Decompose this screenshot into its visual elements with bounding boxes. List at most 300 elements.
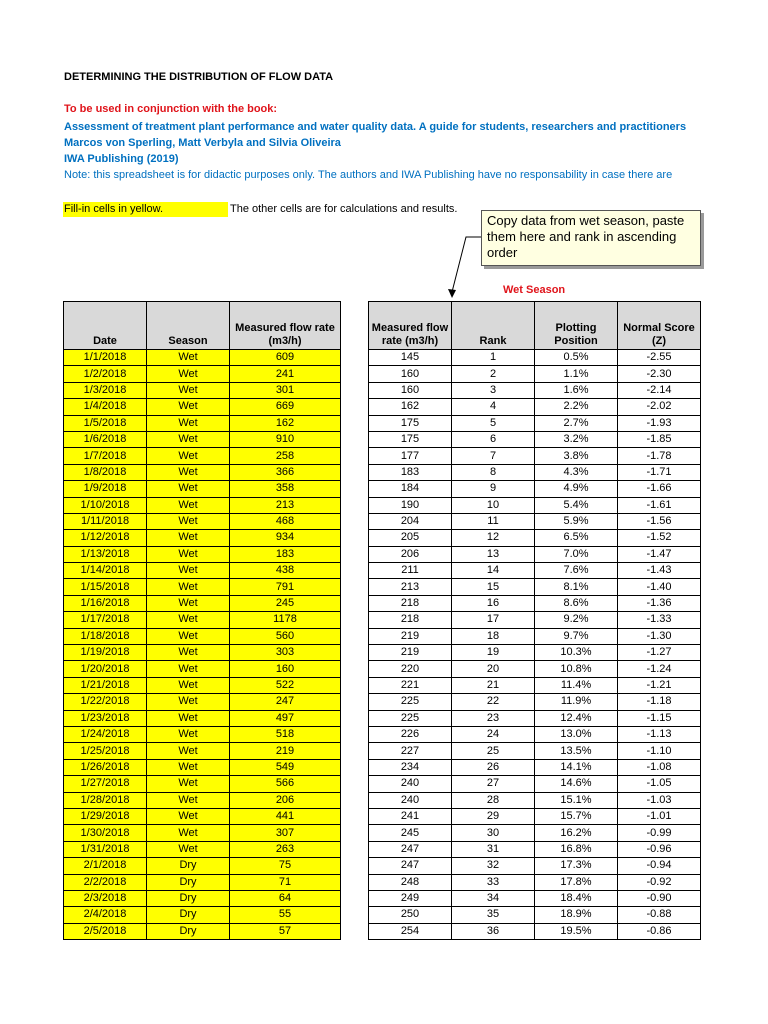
cell-season[interactable]: Dry bbox=[147, 874, 230, 890]
cell-rank[interactable]: 10 bbox=[452, 497, 535, 513]
cell-plotting-position[interactable]: 1.6% bbox=[535, 382, 618, 398]
cell-season[interactable]: Wet bbox=[147, 759, 230, 775]
cell-date[interactable]: 1/17/2018 bbox=[64, 612, 147, 628]
header-rank: Rank bbox=[452, 302, 535, 350]
cell-plotting-position[interactable]: 7.0% bbox=[535, 546, 618, 562]
cell-sorted-flow[interactable]: 219 bbox=[369, 645, 452, 661]
cell-plotting-position[interactable]: 10.8% bbox=[535, 661, 618, 677]
cell-season[interactable]: Wet bbox=[147, 612, 230, 628]
cell-plotting-position[interactable]: 7.6% bbox=[535, 563, 618, 579]
cell-sorted-flow[interactable]: 183 bbox=[369, 464, 452, 480]
cell-plotting-position[interactable]: 15.7% bbox=[535, 808, 618, 824]
cell-normal-score[interactable]: -0.96 bbox=[618, 841, 701, 857]
cell-sorted-flow[interactable]: 220 bbox=[369, 661, 452, 677]
cell-rank[interactable]: 6 bbox=[452, 431, 535, 447]
cell-sorted-flow[interactable]: 218 bbox=[369, 595, 452, 611]
table-row bbox=[369, 923, 701, 939]
cell-normal-score[interactable]: -1.52 bbox=[618, 530, 701, 546]
table-row bbox=[369, 513, 701, 529]
cell-rank[interactable]: 29 bbox=[452, 808, 535, 824]
cell-rank[interactable]: 14 bbox=[452, 563, 535, 579]
cell-rank[interactable]: 27 bbox=[452, 776, 535, 792]
cell-season[interactable]: Wet bbox=[147, 448, 230, 464]
table-row bbox=[64, 563, 341, 579]
cell-sorted-flow[interactable]: 241 bbox=[369, 808, 452, 824]
cell-rank[interactable]: 33 bbox=[452, 874, 535, 890]
cell-season[interactable]: Wet bbox=[147, 350, 230, 366]
cell-date[interactable]: 1/26/2018 bbox=[64, 759, 147, 775]
cell-flow-rate[interactable]: 213 bbox=[230, 497, 341, 513]
table-row bbox=[64, 595, 341, 611]
cell-normal-score[interactable]: -1.27 bbox=[618, 645, 701, 661]
cell-sorted-flow[interactable]: 218 bbox=[369, 612, 452, 628]
cell-season[interactable]: Wet bbox=[147, 776, 230, 792]
cell-normal-score[interactable]: -1.56 bbox=[618, 513, 701, 529]
cell-rank[interactable]: 13 bbox=[452, 546, 535, 562]
cell-date[interactable]: 2/1/2018 bbox=[64, 858, 147, 874]
cell-normal-score[interactable]: -1.15 bbox=[618, 710, 701, 726]
cell-sorted-flow[interactable]: 227 bbox=[369, 743, 452, 759]
input-data-table bbox=[63, 301, 341, 940]
cell-date[interactable]: 1/15/2018 bbox=[64, 579, 147, 595]
cell-plotting-position[interactable]: 14.6% bbox=[535, 776, 618, 792]
cell-season[interactable]: Wet bbox=[147, 661, 230, 677]
table-row bbox=[369, 579, 701, 595]
cell-sorted-flow[interactable]: 162 bbox=[369, 399, 452, 415]
cell-sorted-flow[interactable]: 160 bbox=[369, 382, 452, 398]
cell-season[interactable]: Wet bbox=[147, 726, 230, 742]
cell-flow-rate[interactable]: 497 bbox=[230, 710, 341, 726]
cell-season[interactable]: Wet bbox=[147, 743, 230, 759]
cell-rank[interactable]: 8 bbox=[452, 464, 535, 480]
table-row bbox=[64, 874, 341, 890]
cell-normal-score[interactable]: -0.90 bbox=[618, 890, 701, 906]
cell-plotting-position[interactable]: 18.4% bbox=[535, 890, 618, 906]
cell-sorted-flow[interactable]: 249 bbox=[369, 890, 452, 906]
cell-normal-score[interactable]: -1.10 bbox=[618, 743, 701, 759]
cell-flow-rate[interactable]: 560 bbox=[230, 628, 341, 644]
cell-season[interactable]: Wet bbox=[147, 645, 230, 661]
table-row bbox=[369, 628, 701, 644]
cell-rank[interactable]: 5 bbox=[452, 415, 535, 431]
table-row bbox=[369, 464, 701, 480]
cell-normal-score[interactable]: -1.40 bbox=[618, 579, 701, 595]
cell-season[interactable]: Wet bbox=[147, 415, 230, 431]
cell-sorted-flow[interactable]: 240 bbox=[369, 776, 452, 792]
cell-flow-rate[interactable]: 301 bbox=[230, 382, 341, 398]
table-row bbox=[64, 743, 341, 759]
cell-flow-rate[interactable]: 75 bbox=[230, 858, 341, 874]
cell-date[interactable]: 1/27/2018 bbox=[64, 776, 147, 792]
table-row bbox=[64, 579, 341, 595]
cell-plotting-position[interactable]: 16.2% bbox=[535, 825, 618, 841]
cell-flow-rate[interactable]: 1178 bbox=[230, 612, 341, 628]
cell-rank[interactable]: 2 bbox=[452, 366, 535, 382]
cell-date[interactable]: 1/24/2018 bbox=[64, 726, 147, 742]
cell-normal-score[interactable]: -1.61 bbox=[618, 497, 701, 513]
cell-date[interactable]: 1/4/2018 bbox=[64, 399, 147, 415]
table-row bbox=[64, 890, 341, 906]
cell-rank[interactable]: 22 bbox=[452, 694, 535, 710]
cell-normal-score[interactable]: -1.66 bbox=[618, 481, 701, 497]
cell-plotting-position[interactable]: 16.8% bbox=[535, 841, 618, 857]
cell-flow-rate[interactable]: 64 bbox=[230, 890, 341, 906]
cell-date[interactable]: 2/2/2018 bbox=[64, 874, 147, 890]
cell-sorted-flow[interactable]: 248 bbox=[369, 874, 452, 890]
header-plotting-position: Plotting Position bbox=[535, 302, 618, 350]
cell-normal-score[interactable]: -1.24 bbox=[618, 661, 701, 677]
cell-rank[interactable]: 23 bbox=[452, 710, 535, 726]
cell-flow-rate[interactable]: 263 bbox=[230, 841, 341, 857]
cell-normal-score[interactable]: -0.86 bbox=[618, 923, 701, 939]
table-row bbox=[369, 546, 701, 562]
cell-sorted-flow[interactable]: 184 bbox=[369, 481, 452, 497]
cell-season[interactable]: Wet bbox=[147, 841, 230, 857]
table-row bbox=[369, 366, 701, 382]
cell-normal-score[interactable]: -1.33 bbox=[618, 612, 701, 628]
cell-sorted-flow[interactable]: 160 bbox=[369, 366, 452, 382]
cell-normal-score[interactable]: -1.47 bbox=[618, 546, 701, 562]
cell-flow-rate[interactable]: 162 bbox=[230, 415, 341, 431]
cell-sorted-flow[interactable]: 190 bbox=[369, 497, 452, 513]
cell-normal-score[interactable]: -1.71 bbox=[618, 464, 701, 480]
cell-flow-rate[interactable]: 518 bbox=[230, 726, 341, 742]
cell-plotting-position[interactable]: 15.1% bbox=[535, 792, 618, 808]
cell-plotting-position[interactable]: 3.8% bbox=[535, 448, 618, 464]
cell-date[interactable]: 1/30/2018 bbox=[64, 825, 147, 841]
cell-date[interactable]: 1/21/2018 bbox=[64, 677, 147, 693]
table-row bbox=[369, 382, 701, 398]
cell-rank[interactable]: 19 bbox=[452, 645, 535, 661]
table-row bbox=[369, 595, 701, 611]
cell-plotting-position[interactable]: 13.0% bbox=[535, 726, 618, 742]
cell-flow-rate[interactable]: 609 bbox=[230, 350, 341, 366]
cell-rank[interactable]: 32 bbox=[452, 858, 535, 874]
cell-sorted-flow[interactable]: 247 bbox=[369, 841, 452, 857]
cell-plotting-position[interactable]: 14.1% bbox=[535, 759, 618, 775]
cell-plotting-position[interactable]: 11.9% bbox=[535, 694, 618, 710]
cell-rank[interactable]: 36 bbox=[452, 923, 535, 939]
cell-flow-rate[interactable]: 910 bbox=[230, 431, 341, 447]
cell-date[interactable]: 1/10/2018 bbox=[64, 497, 147, 513]
cell-flow-rate[interactable]: 549 bbox=[230, 759, 341, 775]
cell-flow-rate[interactable]: 245 bbox=[230, 595, 341, 611]
cell-season[interactable]: Wet bbox=[147, 481, 230, 497]
cell-flow-rate[interactable]: 669 bbox=[230, 399, 341, 415]
table-row bbox=[64, 415, 341, 431]
cell-date[interactable]: 1/28/2018 bbox=[64, 792, 147, 808]
cell-sorted-flow[interactable]: 254 bbox=[369, 923, 452, 939]
cell-rank[interactable]: 3 bbox=[452, 382, 535, 398]
cell-sorted-flow[interactable]: 245 bbox=[369, 825, 452, 841]
cell-plotting-position[interactable]: 1.1% bbox=[535, 366, 618, 382]
cell-date[interactable]: 2/5/2018 bbox=[64, 923, 147, 939]
cell-plotting-position[interactable]: 5.9% bbox=[535, 513, 618, 529]
cell-flow-rate[interactable]: 71 bbox=[230, 874, 341, 890]
table-row bbox=[64, 546, 341, 562]
cell-rank[interactable]: 1 bbox=[452, 350, 535, 366]
cell-normal-score[interactable]: -1.03 bbox=[618, 792, 701, 808]
cell-plotting-position[interactable]: 9.7% bbox=[535, 628, 618, 644]
table-row bbox=[64, 694, 341, 710]
cell-date[interactable]: 2/4/2018 bbox=[64, 907, 147, 923]
header-normal-score: Normal Score (Z) bbox=[618, 302, 701, 350]
cell-normal-score[interactable]: -2.55 bbox=[618, 350, 701, 366]
cell-plotting-position[interactable]: 19.5% bbox=[535, 923, 618, 939]
cell-normal-score[interactable]: -2.30 bbox=[618, 366, 701, 382]
cell-rank[interactable]: 12 bbox=[452, 530, 535, 546]
cell-date[interactable]: 1/7/2018 bbox=[64, 448, 147, 464]
cell-normal-score[interactable]: -1.08 bbox=[618, 759, 701, 775]
cell-normal-score[interactable]: -1.36 bbox=[618, 595, 701, 611]
table-row bbox=[64, 366, 341, 382]
table-row bbox=[64, 399, 341, 415]
cell-flow-rate[interactable]: 934 bbox=[230, 530, 341, 546]
cell-plotting-position[interactable]: 6.5% bbox=[535, 530, 618, 546]
cell-season[interactable]: Wet bbox=[147, 628, 230, 644]
cell-plotting-position[interactable]: 17.3% bbox=[535, 858, 618, 874]
cell-normal-score[interactable]: -0.99 bbox=[618, 825, 701, 841]
cell-date[interactable]: 1/9/2018 bbox=[64, 481, 147, 497]
cell-season[interactable]: Wet bbox=[147, 825, 230, 841]
cell-normal-score[interactable]: -1.13 bbox=[618, 726, 701, 742]
table-row bbox=[369, 776, 701, 792]
cell-flow-rate[interactable]: 468 bbox=[230, 513, 341, 529]
cell-season[interactable]: Wet bbox=[147, 382, 230, 398]
cell-rank[interactable]: 17 bbox=[452, 612, 535, 628]
cell-flow-rate[interactable]: 303 bbox=[230, 645, 341, 661]
cell-normal-score[interactable]: -1.78 bbox=[618, 448, 701, 464]
cell-normal-score[interactable]: -1.85 bbox=[618, 431, 701, 447]
cell-season[interactable]: Wet bbox=[147, 677, 230, 693]
cell-sorted-flow[interactable]: 177 bbox=[369, 448, 452, 464]
cell-plotting-position[interactable]: 4.9% bbox=[535, 481, 618, 497]
cell-normal-score[interactable]: -1.21 bbox=[618, 677, 701, 693]
cell-plotting-position[interactable]: 0.5% bbox=[535, 350, 618, 366]
cell-rank[interactable]: 28 bbox=[452, 792, 535, 808]
cell-plotting-position[interactable]: 10.3% bbox=[535, 645, 618, 661]
cell-flow-rate[interactable]: 438 bbox=[230, 563, 341, 579]
cell-date[interactable]: 1/25/2018 bbox=[64, 743, 147, 759]
cell-rank[interactable]: 4 bbox=[452, 399, 535, 415]
cell-rank[interactable]: 30 bbox=[452, 825, 535, 841]
cell-flow-rate[interactable]: 160 bbox=[230, 661, 341, 677]
cell-date[interactable]: 1/22/2018 bbox=[64, 694, 147, 710]
cell-plotting-position[interactable]: 5.4% bbox=[535, 497, 618, 513]
cell-flow-rate[interactable]: 358 bbox=[230, 481, 341, 497]
table-row bbox=[64, 628, 341, 644]
cell-plotting-position[interactable]: 8.1% bbox=[535, 579, 618, 595]
cell-flow-rate[interactable]: 241 bbox=[230, 366, 341, 382]
cell-plotting-position[interactable]: 4.3% bbox=[535, 464, 618, 480]
cell-flow-rate[interactable]: 307 bbox=[230, 825, 341, 841]
cell-date[interactable]: 1/5/2018 bbox=[64, 415, 147, 431]
cell-date[interactable]: 1/1/2018 bbox=[64, 350, 147, 366]
sheet-title: DETERMINING THE DISTRIBUTION OF FLOW DATA bbox=[64, 71, 334, 83]
table-row bbox=[64, 661, 341, 677]
cell-normal-score[interactable]: -1.01 bbox=[618, 808, 701, 824]
cell-sorted-flow[interactable]: 226 bbox=[369, 726, 452, 742]
cell-season[interactable]: Wet bbox=[147, 366, 230, 382]
cell-date[interactable]: 1/14/2018 bbox=[64, 563, 147, 579]
cell-sorted-flow[interactable]: 225 bbox=[369, 694, 452, 710]
cell-rank[interactable]: 25 bbox=[452, 743, 535, 759]
ranked-results-table bbox=[368, 301, 701, 940]
cell-season[interactable]: Wet bbox=[147, 497, 230, 513]
cell-flow-rate[interactable]: 206 bbox=[230, 792, 341, 808]
cell-date[interactable]: 1/16/2018 bbox=[64, 595, 147, 611]
table-row bbox=[369, 890, 701, 906]
cell-season[interactable]: Wet bbox=[147, 792, 230, 808]
cell-sorted-flow[interactable]: 247 bbox=[369, 858, 452, 874]
cell-normal-score[interactable]: -2.02 bbox=[618, 399, 701, 415]
cell-normal-score[interactable]: -1.05 bbox=[618, 776, 701, 792]
cell-season[interactable]: Wet bbox=[147, 513, 230, 529]
cell-rank[interactable]: 11 bbox=[452, 513, 535, 529]
cell-plotting-position[interactable]: 8.6% bbox=[535, 595, 618, 611]
cell-date[interactable]: 1/2/2018 bbox=[64, 366, 147, 382]
cell-plotting-position[interactable]: 17.8% bbox=[535, 874, 618, 890]
cell-rank[interactable]: 34 bbox=[452, 890, 535, 906]
cell-flow-rate[interactable]: 57 bbox=[230, 923, 341, 939]
cell-season[interactable]: Wet bbox=[147, 563, 230, 579]
table-row bbox=[369, 726, 701, 742]
table-row bbox=[369, 677, 701, 693]
cell-date[interactable]: 1/6/2018 bbox=[64, 431, 147, 447]
cell-plotting-position[interactable]: 2.2% bbox=[535, 399, 618, 415]
cell-date[interactable]: 1/19/2018 bbox=[64, 645, 147, 661]
table-row bbox=[369, 743, 701, 759]
cell-sorted-flow[interactable]: 204 bbox=[369, 513, 452, 529]
cell-plotting-position[interactable]: 9.2% bbox=[535, 612, 618, 628]
cell-season[interactable]: Wet bbox=[147, 464, 230, 480]
cell-flow-rate[interactable]: 258 bbox=[230, 448, 341, 464]
table-row bbox=[369, 399, 701, 415]
cell-plotting-position[interactable]: 2.7% bbox=[535, 415, 618, 431]
cell-rank[interactable]: 15 bbox=[452, 579, 535, 595]
cell-season[interactable]: Wet bbox=[147, 431, 230, 447]
cell-rank[interactable]: 24 bbox=[452, 726, 535, 742]
cell-season[interactable]: Wet bbox=[147, 595, 230, 611]
cell-normal-score[interactable]: -1.43 bbox=[618, 563, 701, 579]
cell-flow-rate[interactable]: 522 bbox=[230, 677, 341, 693]
cell-sorted-flow[interactable]: 234 bbox=[369, 759, 452, 775]
cell-rank[interactable]: 20 bbox=[452, 661, 535, 677]
header-date: Date bbox=[64, 302, 147, 350]
cell-sorted-flow[interactable]: 240 bbox=[369, 792, 452, 808]
cell-sorted-flow[interactable]: 145 bbox=[369, 350, 452, 366]
cell-rank[interactable]: 7 bbox=[452, 448, 535, 464]
cell-season[interactable]: Dry bbox=[147, 923, 230, 939]
cell-sorted-flow[interactable]: 219 bbox=[369, 628, 452, 644]
cell-rank[interactable]: 16 bbox=[452, 595, 535, 611]
cell-rank[interactable]: 31 bbox=[452, 841, 535, 857]
cell-date[interactable]: 1/29/2018 bbox=[64, 808, 147, 824]
cell-flow-rate[interactable]: 366 bbox=[230, 464, 341, 480]
authors-text: Marcos von Sperling, Matt Verbyla and Silvia Oliveira bbox=[64, 137, 341, 149]
cell-sorted-flow[interactable]: 206 bbox=[369, 546, 452, 562]
cell-date[interactable]: 1/23/2018 bbox=[64, 710, 147, 726]
cell-normal-score[interactable]: -0.94 bbox=[618, 858, 701, 874]
cell-flow-rate[interactable]: 247 bbox=[230, 694, 341, 710]
cell-rank[interactable]: 9 bbox=[452, 481, 535, 497]
table-row bbox=[369, 481, 701, 497]
table-row bbox=[64, 726, 341, 742]
cell-rank[interactable]: 35 bbox=[452, 907, 535, 923]
cell-normal-score[interactable]: -0.92 bbox=[618, 874, 701, 890]
cell-date[interactable]: 1/8/2018 bbox=[64, 464, 147, 480]
cell-flow-rate[interactable]: 791 bbox=[230, 579, 341, 595]
table-row bbox=[369, 448, 701, 464]
cell-plotting-position[interactable]: 18.9% bbox=[535, 907, 618, 923]
cell-season[interactable]: Dry bbox=[147, 907, 230, 923]
cell-sorted-flow[interactable]: 250 bbox=[369, 907, 452, 923]
cell-rank[interactable]: 21 bbox=[452, 677, 535, 693]
cell-flow-rate[interactable]: 183 bbox=[230, 546, 341, 562]
cell-date[interactable]: 1/12/2018 bbox=[64, 530, 147, 546]
cell-sorted-flow[interactable]: 225 bbox=[369, 710, 452, 726]
cell-date[interactable]: 1/3/2018 bbox=[64, 382, 147, 398]
cell-season[interactable]: Wet bbox=[147, 579, 230, 595]
cell-date[interactable]: 2/3/2018 bbox=[64, 890, 147, 906]
table-row bbox=[369, 841, 701, 857]
cell-normal-score[interactable]: -1.18 bbox=[618, 694, 701, 710]
cell-season[interactable]: Wet bbox=[147, 546, 230, 562]
cell-season[interactable]: Dry bbox=[147, 890, 230, 906]
publisher-text: IWA Publishing (2019) bbox=[64, 153, 179, 165]
cell-date[interactable]: 1/20/2018 bbox=[64, 661, 147, 677]
table-row bbox=[369, 825, 701, 841]
cell-comment-box: Copy data from wet season, paste them here and rank in ascending order bbox=[481, 210, 701, 266]
cell-plotting-position[interactable]: 12.4% bbox=[535, 710, 618, 726]
cell-plotting-position[interactable]: 11.4% bbox=[535, 677, 618, 693]
cell-season[interactable]: Wet bbox=[147, 694, 230, 710]
cell-rank[interactable]: 18 bbox=[452, 628, 535, 644]
table-row bbox=[369, 792, 701, 808]
cell-season[interactable]: Dry bbox=[147, 858, 230, 874]
cell-normal-score[interactable]: -0.88 bbox=[618, 907, 701, 923]
table-row bbox=[369, 645, 701, 661]
cell-plotting-position[interactable]: 13.5% bbox=[535, 743, 618, 759]
cell-normal-score[interactable]: -2.14 bbox=[618, 382, 701, 398]
cell-normal-score[interactable]: -1.93 bbox=[618, 415, 701, 431]
cell-season[interactable]: Wet bbox=[147, 808, 230, 824]
cell-date[interactable]: 1/11/2018 bbox=[64, 513, 147, 529]
cell-sorted-flow[interactable]: 175 bbox=[369, 431, 452, 447]
cell-sorted-flow[interactable]: 213 bbox=[369, 579, 452, 595]
cell-season[interactable]: Wet bbox=[147, 710, 230, 726]
cell-date[interactable]: 1/31/2018 bbox=[64, 841, 147, 857]
cell-flow-rate[interactable]: 55 bbox=[230, 907, 341, 923]
fill-in-legend-cell[interactable]: Fill-in cells in yellow. bbox=[63, 202, 228, 217]
cell-flow-rate[interactable]: 219 bbox=[230, 743, 341, 759]
table-row bbox=[64, 431, 341, 447]
table-row bbox=[64, 907, 341, 923]
cell-season[interactable]: Wet bbox=[147, 530, 230, 546]
cell-sorted-flow[interactable]: 211 bbox=[369, 563, 452, 579]
cell-date[interactable]: 1/13/2018 bbox=[64, 546, 147, 562]
cell-flow-rate[interactable]: 441 bbox=[230, 808, 341, 824]
cell-rank[interactable]: 26 bbox=[452, 759, 535, 775]
cell-sorted-flow[interactable]: 221 bbox=[369, 677, 452, 693]
cell-flow-rate[interactable]: 566 bbox=[230, 776, 341, 792]
cell-normal-score[interactable]: -1.30 bbox=[618, 628, 701, 644]
cell-plotting-position[interactable]: 3.2% bbox=[535, 431, 618, 447]
cell-sorted-flow[interactable]: 175 bbox=[369, 415, 452, 431]
cell-sorted-flow[interactable]: 205 bbox=[369, 530, 452, 546]
cell-season[interactable]: Wet bbox=[147, 399, 230, 415]
cell-date[interactable]: 1/18/2018 bbox=[64, 628, 147, 644]
